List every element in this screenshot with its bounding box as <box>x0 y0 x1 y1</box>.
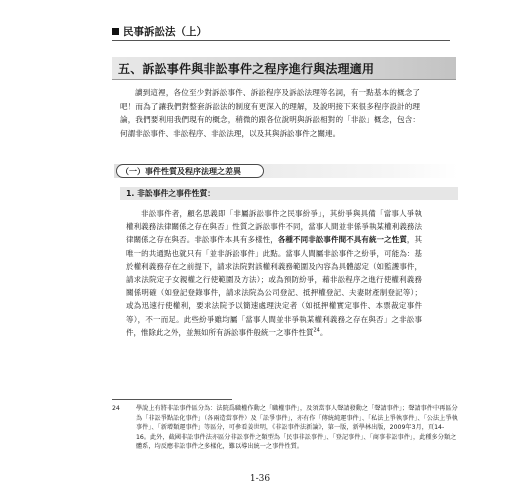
section-title: （一）事件性質及程序法理之差異 <box>116 164 264 178</box>
footnote-reference[interactable]: 24 <box>313 327 320 334</box>
footnote-number: 24 <box>112 405 120 412</box>
footnote-divider <box>112 399 232 400</box>
subsection-title: 1. 非訟事件之事件性質： <box>126 189 216 198</box>
intro-text: 讀到這裡，各位至少對訴訟事件、訴訟程序及訴訟法理等名詞，有一點基本的概念了吧！而為了讓我們對整套訴訟法的制度有更深入的理解，及說明接下來很多程序設計的理論，我們要利用我們現有的概念，稍微的跟各位說明與訴訟相對的「非訟」概念，包含：何謂非訟事件、非訟程序、非訟法理，以及其與訴訟事件之關連。 <box>120 88 420 138</box>
footnote-text: 學說上有將非訟事件區分為：法院爲職權作動之「職權事件」，及須當事人聲請發動之「聲請事件」；聲請事件中再區分為「非訟爭點訟化事件」（各兩造當事件）及「訟爭事件」，亦有作「傳統純運事件」、「私法上爭執事件」、「公法上爭執事件」、「新增類運事件」等區分，可參看姜世明，《非訟事件法新論》，第一版，新學林出版，2009年3月，頁14-16。此外，截國非訟事件法亦區分非訟事件之類型為「民事非訟事件」、「登記事件」、「商事非訟事件」，此種多分類之體系，均反應非訟事件之多樣化，難以導出統一之事件性質。 <box>136 405 458 451</box>
body-text-part1: 非訟事件者，顧名思義即「非屬訴訟事件之民事紛爭」，其紛爭與具備「當事人爭執權利義務法律關係之存在與否」性質之訴訟事件不同，當事人間並非係爭執某權利義務法律關係之存在與否。非訟事件本具有多樣性， <box>126 209 422 245</box>
page-number: 1-36 <box>249 474 271 484</box>
body-paragraph <box>126 207 422 339</box>
intro-paragraph <box>120 86 420 140</box>
footnote <box>112 404 458 452</box>
square-bullet-icon <box>112 28 119 35</box>
running-header <box>112 24 207 39</box>
header-divider <box>112 40 450 41</box>
chapter-title: 五、訴訟事件與非訟事件之程序進行與法理適用 <box>118 62 375 76</box>
body-text-end: 。 <box>319 327 328 337</box>
running-header-title: 民事訴訟法（上） <box>123 26 207 38</box>
body-text-emphasis: 各種不同非訟事件間不具有統一之性質 <box>277 235 407 245</box>
body-text-part2: ，其唯一的共通點也就只有「並非訴訟事件」此點。當事人間屬非訟事件之紛爭，可能為：基於權利義務存在之前提下，請求法院對該權利義務範圍及內容為具體認定（如監護事件，請求法院定子女親權之行使範圍及方法）；或為預防紛爭，藉非訟程序之進行使權利義務關係明確（如登記登錄事件，請求法院為公司登記、抵押權登記、夫妻財產制登記等）；或為迅速行使權利，要求法院予以簡速處理決定者（如抵押權實定事件、本票裁定事件等），不一而足。此些紛爭雖均屬「當事人間並非爭執某權利義務之存在與否」之非訟事件，惟除此之外，並無如所有訴訟事件般統一之事件性質 <box>126 235 423 337</box>
